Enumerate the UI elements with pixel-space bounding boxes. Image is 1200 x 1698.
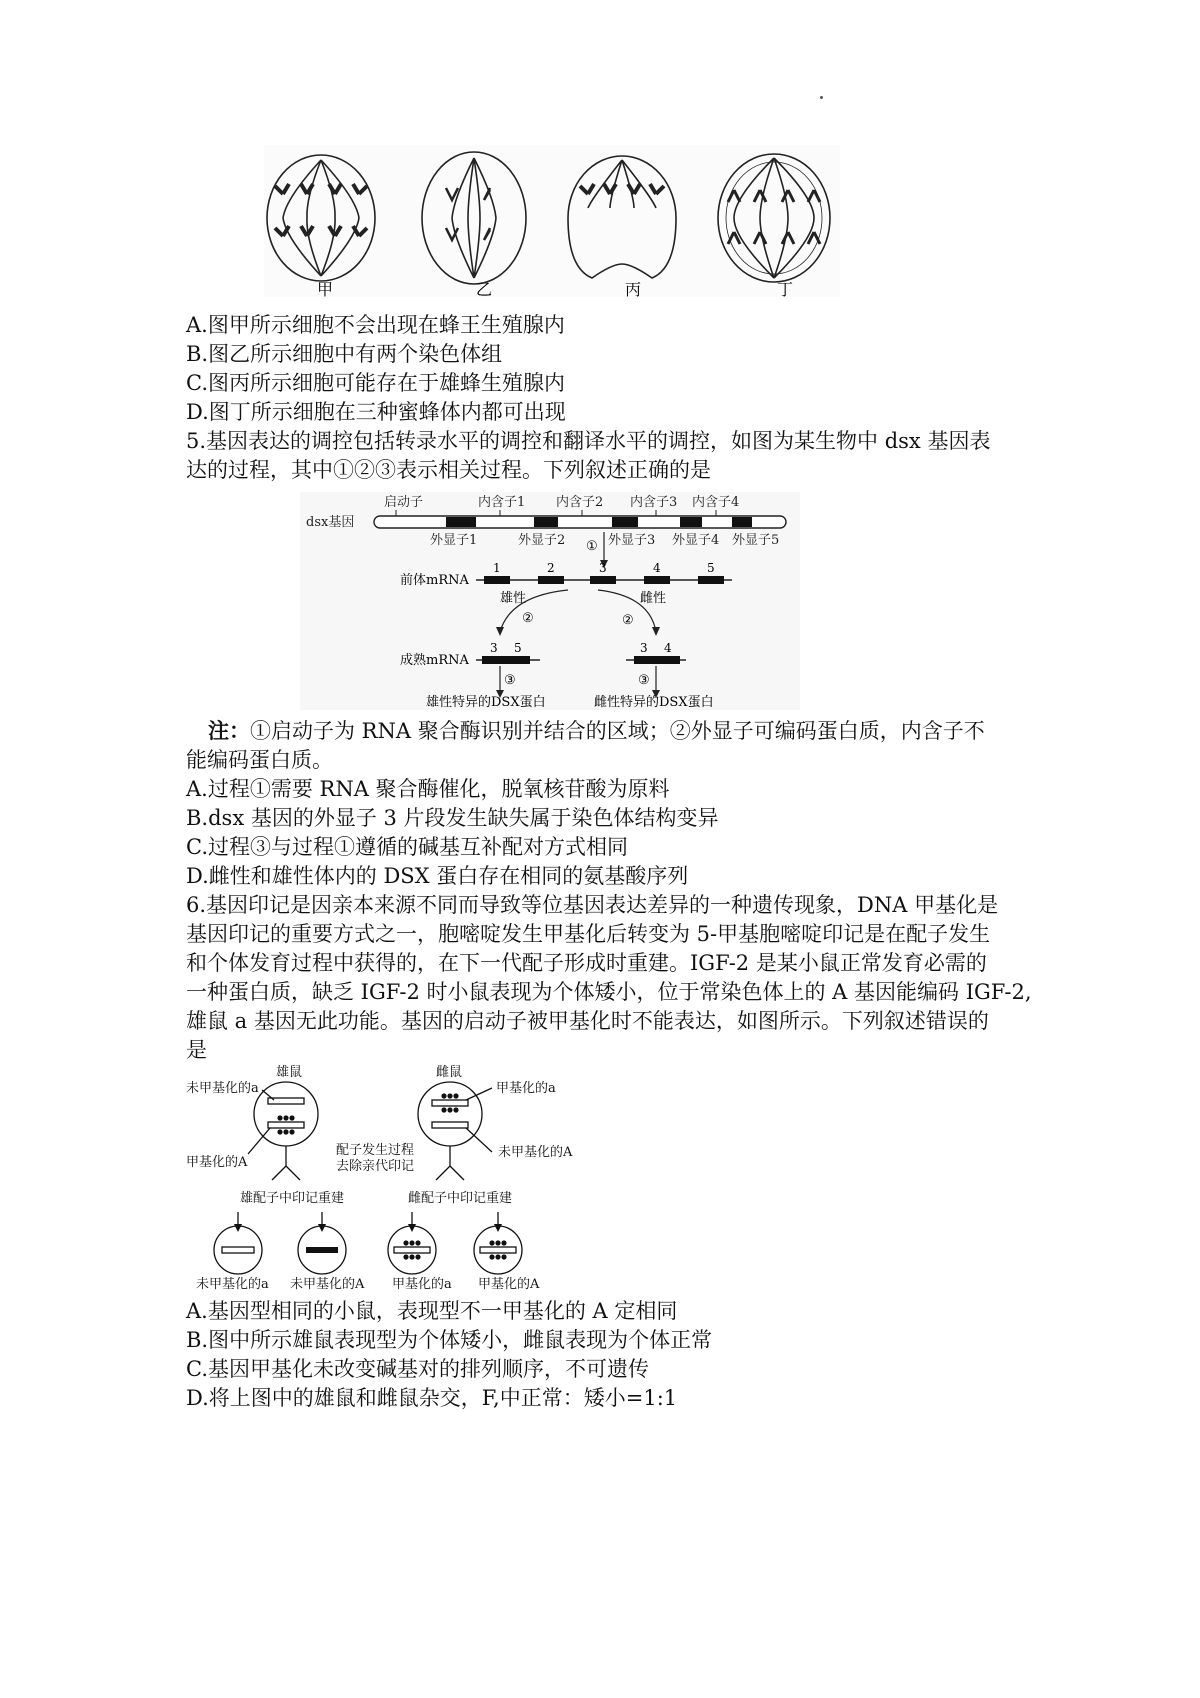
q5-option-b: B.dsx 基因的外显子 3 片段发生缺失属于染色体结构变异	[186, 806, 719, 830]
dsx-expression-figure	[300, 492, 800, 712]
step3-male-label: ③	[504, 673, 516, 688]
exon-label-5: 外显子5	[732, 533, 780, 548]
pre-num-5: 5	[707, 561, 715, 575]
q5-note-prefix: 注：	[208, 718, 250, 743]
step1-label: ①	[586, 539, 598, 554]
intron-label-3: 内含子3	[630, 495, 678, 510]
unmethylated-A-label: 未甲基化的A	[498, 1145, 573, 1160]
q6-option-a: A.基因型相同的小鼠，表现型不一甲基化的 A 定相同	[186, 1299, 678, 1323]
female-rebuild-label: 雌配子中印记重建	[408, 1191, 513, 1206]
imprinting-figure	[186, 1062, 806, 1292]
q5-option-c: C.过程③与过程①遵循的碱基互补配对方式相同	[186, 835, 628, 859]
male-label: 雄性	[500, 591, 527, 606]
q5-option-a: A.过程①需要 RNA 聚合酶催化，脱氧核苷酸为原料	[186, 777, 670, 801]
q5-note-line-2: 能编码蛋白质。	[186, 748, 333, 772]
intron-label-2: 内含子2	[556, 495, 604, 510]
q5-note-line-1	[208, 716, 985, 746]
exon-label-4: 外显子4	[672, 533, 720, 548]
label-bing: 丙	[625, 280, 642, 299]
pre-num-1: 1	[493, 561, 501, 575]
cell-division-figure	[264, 145, 840, 305]
exon-label-1: 外显子1	[430, 533, 478, 548]
female-mouse-label: 雌鼠	[436, 1065, 463, 1080]
q6-stem-line-4: 一种蛋白质，缺乏 IGF-2 时小鼠表现为个体矮小，位于常染色体上的 A 基因能编码 IGF-2,	[186, 980, 1032, 1004]
intron-label-4: 内含子4	[692, 495, 740, 510]
step2-female-label: ②	[622, 613, 634, 628]
bottom-label-4: 甲基化的A	[478, 1277, 540, 1292]
process-line-2: 去除亲代印记	[336, 1159, 415, 1174]
methylated-A-label: 甲基化的A	[186, 1155, 248, 1170]
bottom-label-1: 未甲基化的a	[196, 1277, 269, 1292]
pre-mrna-label: 前体mRNA	[400, 573, 469, 588]
pre-num-3: 3	[599, 561, 607, 575]
bottom-label-2: 未甲基化的A	[290, 1277, 365, 1292]
female-protein-label: 雌性特异的DSX蛋白	[594, 695, 714, 710]
pre-num-4: 4	[653, 561, 661, 575]
q5-option-d: D.雌性和雄性体内的 DSX 蛋白存在相同的氨基酸序列	[186, 864, 689, 888]
female-label: 雌性	[640, 591, 667, 606]
q4-option-a: A.图甲所示细胞不会出现在蜂王生殖腺内	[186, 313, 565, 337]
label-jia: 甲	[317, 280, 334, 299]
q6-stem-line-6: 是	[186, 1038, 207, 1062]
q5-stem-line-2: 达的过程，其中①②③表示相关过程。下列叙述正确的是	[186, 458, 711, 482]
promoter-label: 启动子	[384, 495, 424, 510]
label-ding: 丁	[777, 280, 794, 299]
exon-label-3: 外显子3	[608, 533, 656, 548]
methylated-a-label: 甲基化的a	[496, 1081, 556, 1096]
q5-note-text: ①启动子为 RNA 聚合酶识别并结合的区域；②外显子可编码蛋白质，内含子不	[250, 719, 985, 743]
q4-option-b: B.图乙所示细胞中有两个染色体组	[186, 342, 503, 366]
q6-stem-line-1: 6.基因印记是因亲本来源不同而导致等位基因表达差异的一种遗传现象，DNA 甲基化是	[186, 893, 999, 917]
speck	[820, 96, 823, 99]
intron-label-1: 内含子1	[478, 495, 526, 510]
q6-stem-line-5: 雄鼠 a 基因无此功能。基因的启动子被甲基化时不能表达，如图所示。下列叙述错误的	[186, 1009, 989, 1033]
male-mouse-label: 雄鼠	[276, 1065, 303, 1080]
unmethylated-a-label: 未甲基化的a	[186, 1081, 259, 1096]
male-num-3: 3	[490, 641, 498, 655]
bottom-label-3: 甲基化的a	[392, 1277, 452, 1292]
male-protein-label: 雄性特异的DSX蛋白	[426, 695, 546, 710]
mature-mrna-label: 成熟mRNA	[400, 653, 469, 668]
step3-female-label: ③	[638, 673, 650, 688]
female-num-3: 3	[640, 641, 648, 655]
exon-label-2: 外显子2	[518, 533, 566, 548]
male-num-5: 5	[514, 641, 522, 655]
female-num-4: 4	[664, 641, 672, 655]
pre-num-2: 2	[547, 561, 555, 575]
gene-label: dsx基因	[306, 515, 355, 530]
male-rebuild-label: 雄配子中印记重建	[240, 1191, 345, 1206]
process-line-1: 配子发生过程	[336, 1143, 415, 1158]
step2-male-label: ②	[522, 611, 534, 626]
q4-option-d: D.图丁所示细胞在三种蜜蜂体内都可出现	[186, 400, 566, 424]
q6-stem-line-2: 基因印记的重要方式之一，胞嘧啶发生甲基化后转变为 5-甲基胞嘧啶印记是在配子发生	[186, 922, 991, 946]
q6-option-d: D.将上图中的雄鼠和雌鼠杂交，F,中正常：矮小=1:1	[186, 1386, 678, 1410]
q4-option-c: C.图丙所示细胞可能存在于雄蜂生殖腺内	[186, 371, 565, 395]
label-yi: 乙	[476, 280, 493, 299]
q6-stem-line-3: 和个体发育过程中获得的，在下一代配子形成时重建。IGF-2 是某小鼠正常发育必需的	[186, 951, 987, 975]
q6-option-c: C.基因甲基化未改变碱基对的排列顺序，不可遗传	[186, 1357, 649, 1381]
q6-option-b: B.图中所示雄鼠表现型为个体矮小，雌鼠表现为个体正常	[186, 1328, 713, 1352]
q5-stem-line-1: 5.基因表达的调控包括转录水平的调控和翻译水平的调控，如图为某生物中 dsx 基因表	[186, 429, 991, 453]
